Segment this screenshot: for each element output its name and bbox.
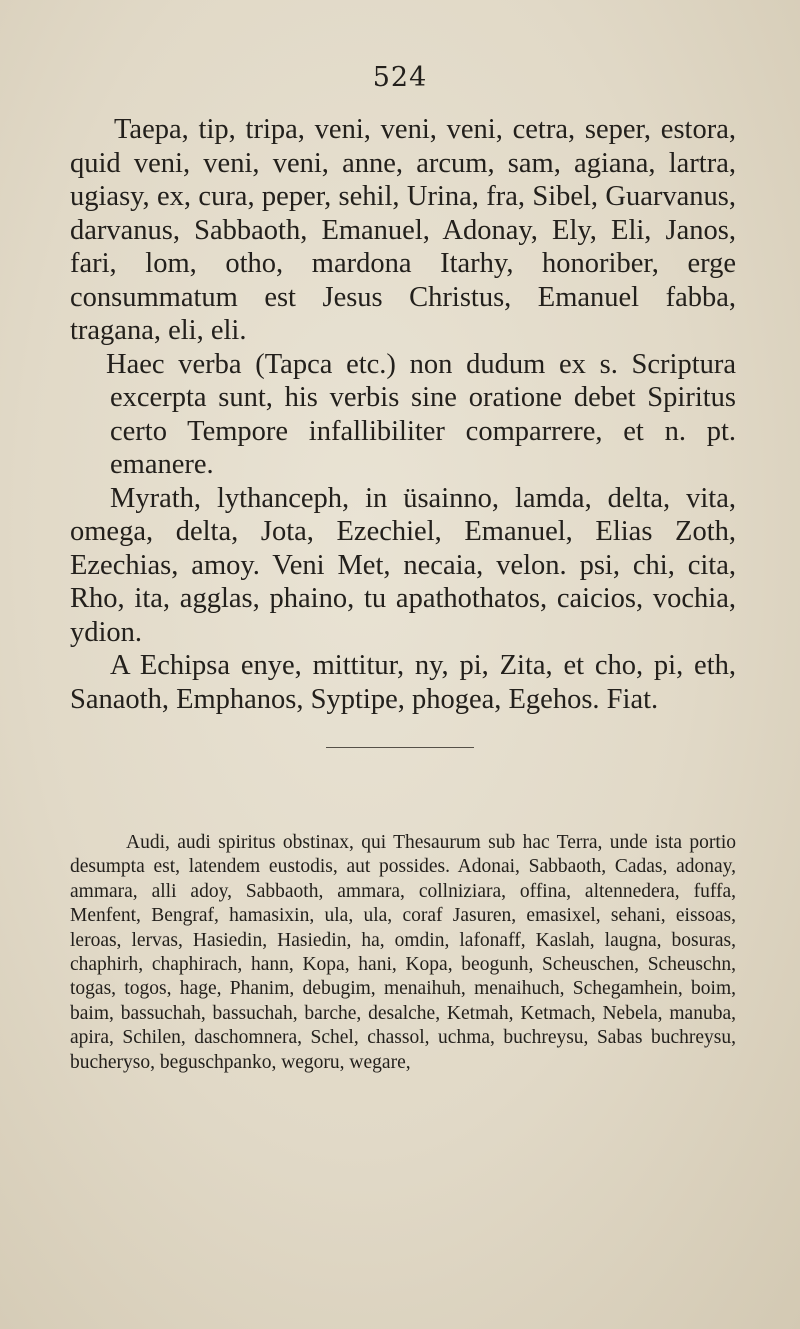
paragraph-commentary: Haec verba (Tapca etc.) non dudum ex s. Scriptura excerpta sunt, his verbis sine oratione debet Spiritus certo Tempore infallibiliter comparrere, et n. pt. emanere. [106, 348, 736, 480]
page-number: 524 [372, 62, 428, 93]
paragraph-incantation-1: Taepa, tip, tripa, veni, veni, veni, cetra, seper, estora, quid veni, veni, veni, anne, arcum, sam, agiana, lartra, ugiasy, ex, cura, peper, sehil, Urina, fra, Sibel, Guarvanus, darvanus, Sabbaoth, Emanuel, Adonay, Ely, Eli, Janos, fari, lom, otho, mardona Itarhy, honoriber, erge consummatum est Jesus Christus, Emanuel fabba, tragana, eli, eli. [70, 114, 736, 346]
main-text-block [70, 113, 736, 716]
paragraph-incantation-2: Myrath, lythanceph, in üsainno, lamda, delta, vita, omega, delta, Jota, Ezechiel, Emanuel, Elias Zoth, Ezechias, amoy. Veni Met, necaia, velon. psi, chi, cita, Rho, ita, agglas, phaino, tu apathothatos, caicios, vochia, ydion. [70, 482, 736, 648]
section-divider [326, 747, 474, 748]
small-print-paragraph: Audi, audi spiritus obstinax, qui Thesaurum sub hac Terra, unde ista portio desumpta est, latendem eustodis, aut possides. Adonai, Sabbaoth, Cadas, adonay, ammara, alli adoy, Sabbaoth, ammara, collniziara, offina, altennedera, fuffa, Menfent, Bengraf, hamasixin, ula, ula, coraf Jasuren, emasixel, sehani, eissoas, leroas, lervas, Hasiedin, Hasiedin, ha, omdin, lafonaff, Kaslah, laugna, bosuras, chaphirh, chaphirach, hann, Kopa, hani, Kopa, beogunh, Scheuschen, Scheuschn, togas, togos, hage, Phanim, debugim, menaihuh, menaihuch, Schegamhein, boim, baim, bassuchah, bassuchah, barche, desalche, Ketmah, Ketmach, Nebela, manuba, apira, Schilen, daschomnera, Schel, chassol, uchma, buchreysu, Sabas buchreysu, bucheryso, beguschpanko, wegoru, wegare, [70, 832, 736, 1073]
paragraph-incantation-3: A Echipsa enye, mittitur, ny, pi, Zita, et cho, pi, eth, Sanaoth, Emphanos, Syptipe, phogea, Egehos. Fiat. [70, 650, 736, 715]
